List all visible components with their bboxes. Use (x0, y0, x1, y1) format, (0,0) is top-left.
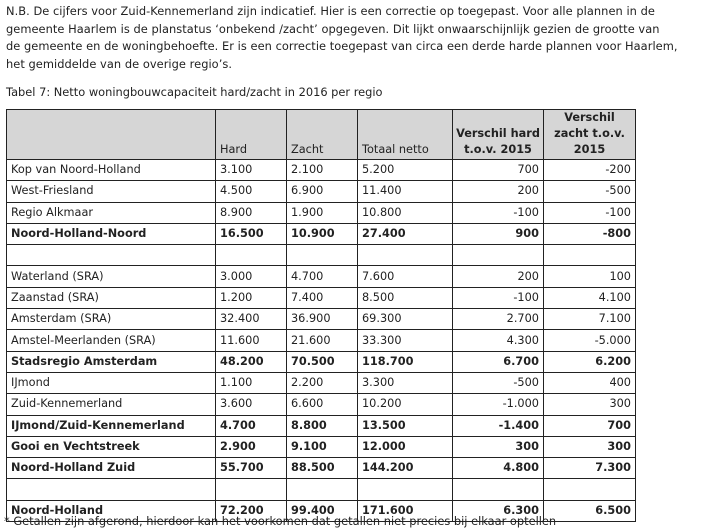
table-caption: Tabel 7: Netto woningbouwcapaciteit hard/zacht in 2016 per regio (6, 85, 383, 99)
table-row-subtotal (7, 458, 636, 479)
cell-verschil-hard: 900 (453, 223, 544, 244)
cell-totaal: 11.400 (358, 181, 453, 202)
cell-region: Amsterdam (SRA) (7, 309, 216, 330)
cell-hard: 11.600 (216, 330, 287, 351)
cell-verschil-hard: -500 (453, 372, 544, 393)
cell-hard: 32.400 (216, 309, 287, 330)
cell-verschil-hard: -1.400 (453, 415, 544, 436)
cell-region: Stadsregio Amsterdam (7, 351, 216, 372)
intro-line: N.B. De cijfers voor Zuid-Kennemerland zijn indicatief. Hier is een correctie op toegepast. Voor alle plannen in de (6, 4, 655, 18)
header-zacht: Zacht (287, 110, 358, 160)
cell-verschil-zacht: 7.100 (544, 309, 636, 330)
cell-verschil-zacht (544, 479, 636, 500)
cell-zacht: 6.600 (287, 394, 358, 415)
cell-verschil-zacht: -200 (544, 160, 636, 181)
cell-verschil-hard (453, 245, 544, 266)
cell-verschil-zacht (544, 245, 636, 266)
cell-zacht: 2.100 (287, 160, 358, 181)
cell-region: IJmond/Zuid-Kennemerland (7, 415, 216, 436)
table-row (7, 394, 636, 415)
table-row (7, 181, 636, 202)
table-row-subtotal (7, 223, 636, 244)
header-totaal: Totaal netto (358, 110, 453, 160)
cell-totaal (358, 245, 453, 266)
cell-hard: 4.700 (216, 415, 287, 436)
cell-verschil-hard: -100 (453, 287, 544, 308)
cell-totaal: 13.500 (358, 415, 453, 436)
cell-verschil-hard: 700 (453, 160, 544, 181)
table-row (7, 309, 636, 330)
cell-region: Gooi en Vechtstreek (7, 436, 216, 457)
capacity-table (6, 109, 636, 522)
cell-hard: 16.500 (216, 223, 287, 244)
cell-region: Noord-Holland Zuid (7, 458, 216, 479)
cell-verschil-zacht: -800 (544, 223, 636, 244)
intro-line: gemeente Haarlem is de planstatus ‘onbekend /zacht’ opgegeven. Dit lijkt onwaarschijnlijk gezien de grootte van (6, 21, 660, 36)
cell-zacht: 8.800 (287, 415, 358, 436)
table-row (7, 330, 636, 351)
cell-region: Kop van Noord-Holland (7, 160, 216, 181)
cell-totaal: 5.200 (358, 160, 453, 181)
table-row (7, 202, 636, 223)
intro-paragraph (6, 3, 702, 73)
table-row (7, 160, 636, 181)
table-footnote: * Getallen zijn afgerond, hierdoor kan het voorkomen dat getallen niet precies bij elkaar optellen (4, 514, 557, 528)
cell-verschil-hard: 6.300 (453, 500, 544, 521)
cell-totaal: 33.300 (358, 330, 453, 351)
table-row-spacer (7, 245, 636, 266)
cell-totaal: 10.800 (358, 202, 453, 223)
intro-line: de gemeente en de woningbehoefte. Er is een correctie toegepast van circa een derde harde plannen voor Haarlem, (6, 39, 678, 53)
cell-verschil-zacht: -500 (544, 181, 636, 202)
cell-region: Amstel-Meerlanden (SRA) (7, 330, 216, 351)
cell-hard (216, 479, 287, 500)
cell-verschil-hard: 4.800 (453, 458, 544, 479)
cell-verschil-hard: 6.700 (453, 351, 544, 372)
cell-hard: 1.200 (216, 287, 287, 308)
cell-verschil-zacht: 4.100 (544, 287, 636, 308)
cell-totaal: 171.600 (358, 500, 453, 521)
cell-zacht: 99.400 (287, 500, 358, 521)
intro-line: het gemiddelde van de overige regio’s. (6, 56, 233, 71)
table-row (7, 372, 636, 393)
cell-verschil-zacht: 300 (544, 394, 636, 415)
header-hard: Hard (216, 110, 287, 160)
cell-totaal: 12.000 (358, 436, 453, 457)
cell-verschil-zacht: 6.200 (544, 351, 636, 372)
cell-hard: 55.700 (216, 458, 287, 479)
cell-region (7, 479, 216, 500)
cell-hard: 3.100 (216, 160, 287, 181)
cell-region: Zuid-Kennemerland (7, 394, 216, 415)
table-row-subtotal (7, 351, 636, 372)
cell-hard: 8.900 (216, 202, 287, 223)
cell-verschil-zacht: 100 (544, 266, 636, 287)
cell-hard (216, 245, 287, 266)
table-row (7, 266, 636, 287)
cell-verschil-hard: -1.000 (453, 394, 544, 415)
cell-region: Regio Alkmaar (7, 202, 216, 223)
cell-totaal (358, 479, 453, 500)
cell-zacht: 9.100 (287, 436, 358, 457)
cell-verschil-zacht: 6.500 (544, 500, 636, 521)
cell-totaal: 10.200 (358, 394, 453, 415)
cell-zacht: 70.500 (287, 351, 358, 372)
cell-region (7, 245, 216, 266)
cell-verschil-zacht: 400 (544, 372, 636, 393)
cell-hard: 48.200 (216, 351, 287, 372)
cell-region: Noord-Holland-Noord (7, 223, 216, 244)
table-row (7, 287, 636, 308)
cell-zacht: 6.900 (287, 181, 358, 202)
header-region (7, 110, 216, 160)
cell-zacht: 1.900 (287, 202, 358, 223)
header-verschil-hard: Verschil hard t.o.v. 2015 (453, 110, 544, 160)
cell-hard: 3.000 (216, 266, 287, 287)
cell-totaal: 144.200 (358, 458, 453, 479)
table-row-subtotal (7, 436, 636, 457)
cell-zacht: 10.900 (287, 223, 358, 244)
cell-zacht: 88.500 (287, 458, 358, 479)
cell-hard: 72.200 (216, 500, 287, 521)
cell-hard: 2.900 (216, 436, 287, 457)
cell-zacht: 21.600 (287, 330, 358, 351)
cell-verschil-zacht: 700 (544, 415, 636, 436)
cell-zacht: 4.700 (287, 266, 358, 287)
cell-region: Noord-Holland (7, 500, 216, 521)
cell-region: West-Friesland (7, 181, 216, 202)
header-verschil-zacht: Verschil zacht t.o.v. 2015 (544, 110, 636, 160)
cell-totaal: 69.300 (358, 309, 453, 330)
cell-totaal: 3.300 (358, 372, 453, 393)
cell-hard: 1.100 (216, 372, 287, 393)
cell-verschil-hard (453, 479, 544, 500)
table-row-subtotal (7, 415, 636, 436)
cell-verschil-hard: 200 (453, 266, 544, 287)
cell-verschil-hard: 2.700 (453, 309, 544, 330)
cell-verschil-zacht: -100 (544, 202, 636, 223)
cell-zacht: 7.400 (287, 287, 358, 308)
cell-zacht (287, 479, 358, 500)
table-row-spacer (7, 479, 636, 500)
cell-verschil-zacht: 7.300 (544, 458, 636, 479)
cell-verschil-zacht: -5.000 (544, 330, 636, 351)
cell-totaal: 27.400 (358, 223, 453, 244)
cell-region: Waterland (SRA) (7, 266, 216, 287)
table-header-row (7, 110, 636, 160)
cell-region: Zaanstad (SRA) (7, 287, 216, 308)
cell-verschil-zacht: 300 (544, 436, 636, 457)
cell-totaal: 7.600 (358, 266, 453, 287)
cell-verschil-hard: 300 (453, 436, 544, 457)
cell-verschil-hard: 4.300 (453, 330, 544, 351)
cell-hard: 4.500 (216, 181, 287, 202)
cell-totaal: 8.500 (358, 287, 453, 308)
cell-zacht: 36.900 (287, 309, 358, 330)
cell-region: IJmond (7, 372, 216, 393)
cell-zacht: 2.200 (287, 372, 358, 393)
cell-verschil-hard: -100 (453, 202, 544, 223)
cell-totaal: 118.700 (358, 351, 453, 372)
cell-verschil-hard: 200 (453, 181, 544, 202)
cell-zacht (287, 245, 358, 266)
cell-hard: 3.600 (216, 394, 287, 415)
